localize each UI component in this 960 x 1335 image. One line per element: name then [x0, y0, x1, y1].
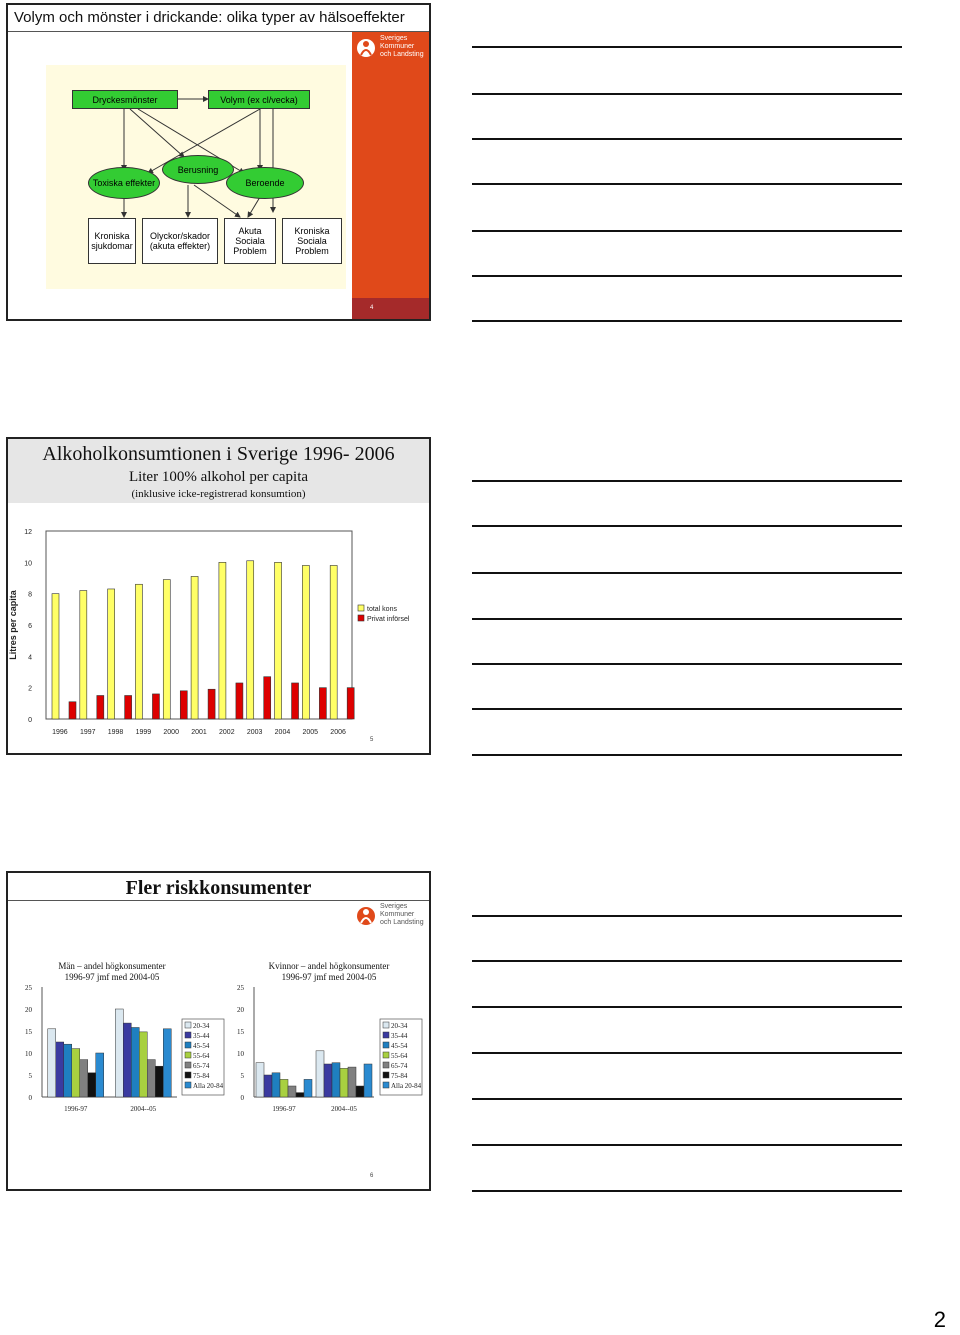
logo-line-3: och Landsting — [380, 51, 424, 58]
bar-total-kons — [219, 562, 226, 719]
legend-swatch — [358, 605, 364, 611]
y-tick-label: 15 — [237, 1028, 244, 1036]
bar-total-kons — [163, 580, 170, 719]
legend-label: 65-74 — [391, 1062, 408, 1070]
bar-privat-inf-rsel — [347, 688, 354, 719]
slide-4 — [6, 3, 431, 321]
slide-subtitle: Liter 100% alkohol per capita — [128, 469, 309, 485]
node-olyckor: Olyckor/skador (akuta effekter) — [142, 218, 218, 264]
legend-swatch — [383, 1022, 389, 1028]
x-tick-label: 2005 — [302, 729, 319, 736]
y-tick-label: 10 — [25, 1050, 32, 1058]
logo-line-3: och Landsting — [380, 919, 424, 926]
x-tick-label: 2004--05 — [130, 1105, 157, 1113]
node-volym: Volym (ex cl/vecka) — [208, 90, 310, 109]
bar-privat-inf-rsel — [292, 683, 299, 719]
y-tick-label: 5 — [28, 1072, 32, 1080]
legend-swatch — [185, 1062, 191, 1068]
slide-6 — [6, 871, 431, 1191]
legend-label: 75-84 — [391, 1072, 408, 1080]
x-tick-label: 1996-97 — [64, 1105, 88, 1113]
legend-swatch — [383, 1072, 389, 1078]
legend-label: 20-34 — [193, 1022, 210, 1030]
bar-65-74 — [147, 1060, 155, 1097]
bar-75-84 — [155, 1066, 163, 1097]
chart-title-line: Män – andel högkonsumenter — [58, 961, 166, 971]
bar-75-84 — [296, 1093, 304, 1097]
node-beroende: Beroende — [226, 167, 304, 199]
skl-logo — [356, 903, 430, 931]
bar-45-54 — [272, 1073, 280, 1097]
bar-35-44 — [123, 1023, 131, 1097]
legend-swatch — [383, 1052, 389, 1058]
bar-total-kons — [108, 589, 115, 719]
bar-55-64 — [72, 1049, 80, 1097]
bar-total-kons — [330, 565, 337, 719]
bar-65-74 — [348, 1067, 356, 1097]
bar-35-44 — [56, 1042, 64, 1097]
legend-swatch — [185, 1082, 191, 1088]
slide-subtitle-2: (inklusive icke-registrerad konsumtion) — [131, 488, 306, 500]
y-tick-label: 20 — [25, 1006, 32, 1014]
bar-20-34 — [256, 1063, 264, 1097]
y-tick-label: 0 — [240, 1094, 244, 1102]
bar-55-64 — [280, 1079, 288, 1097]
bar-alla-20-84 — [163, 1029, 171, 1097]
women-chart — [224, 957, 424, 1157]
x-tick-label: 1997 — [79, 729, 96, 736]
bar-65-74 — [80, 1060, 88, 1097]
y-tick-label: 8 — [28, 591, 32, 599]
bar-45-54 — [131, 1027, 139, 1097]
legend-swatch — [383, 1082, 389, 1088]
y-tick-label: 10 — [24, 560, 32, 568]
legend-label: 20-34 — [391, 1022, 408, 1030]
y-tick-label: 12 — [24, 529, 32, 536]
bar-20-34 — [48, 1029, 56, 1097]
legend-label: 45-54 — [391, 1042, 408, 1050]
x-tick-label: 2001 — [191, 729, 207, 736]
legend-label: 55-64 — [391, 1052, 408, 1060]
bar-55-64 — [139, 1032, 147, 1097]
y-tick-label: 25 — [237, 984, 244, 992]
legend-label: Privat införsel — [367, 616, 410, 623]
bar-privat-inf-rsel — [236, 683, 243, 719]
bar-total-kons — [135, 584, 142, 719]
legend-swatch — [383, 1062, 389, 1068]
bar-45-54 — [332, 1063, 340, 1097]
x-tick-label: 1998 — [107, 729, 124, 736]
node-toxiska: Toxiska effekter — [88, 167, 160, 199]
legend-label: 75-84 — [193, 1072, 210, 1080]
alcohol-chart — [8, 519, 431, 749]
y-tick-label: 5 — [240, 1072, 244, 1080]
title-underline — [8, 900, 429, 901]
bar-alla-20-84 — [364, 1064, 372, 1097]
bar-total-kons — [247, 561, 254, 719]
slide-number: 6 — [370, 1173, 374, 1179]
page-number: 2 — [933, 1307, 946, 1332]
bar-alla-20-84 — [304, 1079, 312, 1097]
bar-privat-inf-rsel — [97, 696, 104, 720]
legend-swatch — [383, 1032, 389, 1038]
y-tick-label: 2 — [28, 685, 32, 693]
legend-swatch — [185, 1042, 191, 1048]
x-tick-label: 2000 — [163, 729, 179, 736]
bar-privat-inf-rsel — [152, 694, 159, 719]
x-tick-label: 1996 — [52, 729, 68, 736]
bar-75-84 — [356, 1086, 364, 1097]
bar-privat-inf-rsel — [125, 696, 132, 720]
bar-alla-20-84 — [96, 1053, 104, 1097]
bar-total-kons — [191, 576, 198, 719]
legend-label: 35-44 — [193, 1032, 210, 1040]
legend-label: Alla 20-84 — [193, 1082, 224, 1090]
legend-label: Alla 20-84 — [391, 1082, 422, 1090]
slide-5 — [6, 437, 431, 755]
bar-total-kons — [52, 594, 59, 719]
bar-45-54 — [64, 1044, 72, 1097]
slide-number: 5 — [370, 737, 374, 743]
x-tick-label: 2004--05 — [331, 1105, 357, 1113]
chart-title-line: Kvinnor – andel högkonsumenter — [268, 961, 390, 971]
logo-line-1: Sveriges — [380, 903, 408, 910]
bar-total-kons — [80, 591, 87, 719]
bar-total-kons — [275, 562, 282, 719]
bar-privat-inf-rsel — [319, 688, 326, 719]
legend-swatch — [185, 1032, 191, 1038]
legend-swatch — [358, 615, 364, 621]
logo-line-2: Kommuner — [380, 911, 415, 918]
legend-swatch — [185, 1022, 191, 1028]
x-tick-label: 2003 — [246, 729, 263, 736]
chart-title-line: 1996-97 jmf med 2004-05 — [281, 972, 377, 982]
men-chart — [12, 957, 227, 1157]
logo-line-1: Sveriges — [380, 35, 408, 42]
slide-title: Alkoholkonsumtionen i Sverige 1996- 2006 — [42, 443, 395, 465]
x-tick-label: 2006 — [330, 729, 346, 736]
legend-label: 45-54 — [193, 1042, 210, 1050]
legend-swatch — [383, 1042, 389, 1048]
y-axis-label: Litres per capita — [8, 590, 18, 660]
chart-title-line: 1996-97 jmf med 2004-05 — [64, 972, 160, 982]
bar-total-kons — [302, 565, 309, 719]
node-akuta: Akuta Sociala Problem — [224, 218, 276, 264]
bar-20-34 — [115, 1009, 123, 1097]
legend-label: 65-74 — [193, 1062, 210, 1070]
x-tick-label: 1996-97 — [272, 1105, 296, 1113]
bar-75-84 — [88, 1073, 96, 1097]
y-tick-label: 4 — [28, 654, 32, 662]
bar-privat-inf-rsel — [264, 677, 271, 719]
legend-swatch — [185, 1072, 191, 1078]
bar-55-64 — [340, 1068, 348, 1097]
y-tick-label: 6 — [28, 623, 32, 630]
y-tick-label: 10 — [237, 1050, 244, 1058]
legend-swatch — [185, 1052, 191, 1058]
slide-title: Fler riskkonsumenter — [125, 877, 312, 899]
bar-privat-inf-rsel — [208, 689, 215, 719]
skl-logo-icon — [356, 905, 376, 927]
x-tick-label: 2002 — [219, 729, 235, 736]
legend-label: 55-64 — [193, 1052, 210, 1060]
node-dryckesmonster: Dryckesmönster — [72, 90, 178, 109]
x-tick-label: 2004 — [274, 729, 291, 736]
legend-label: total kons — [367, 606, 397, 613]
bar-privat-inf-rsel — [69, 702, 76, 719]
bar-35-44 — [324, 1064, 332, 1097]
legend-label: 35-44 — [391, 1032, 408, 1040]
y-tick-label: 0 — [28, 717, 32, 724]
bar-35-44 — [264, 1075, 272, 1097]
y-tick-label: 0 — [28, 1094, 32, 1102]
slide-title: Volym och mönster i drickande: olika typer av hälsoeffekter — [14, 9, 405, 26]
logo-line-2: Kommuner — [380, 43, 415, 50]
bar-65-74 — [288, 1086, 296, 1097]
y-tick-label: 20 — [237, 1006, 244, 1014]
slide-number: 4 — [370, 305, 374, 311]
node-kroniska-sjukdomar: Kroniska sjukdomar — [88, 218, 136, 264]
y-tick-label: 25 — [25, 984, 32, 992]
bar-privat-inf-rsel — [180, 691, 187, 719]
bar-20-34 — [316, 1051, 324, 1097]
y-tick-label: 15 — [25, 1028, 32, 1036]
x-tick-label: 1999 — [135, 729, 152, 736]
node-kroniska-sociala: Kroniska Sociala Problem — [282, 218, 342, 264]
node-berusning: Berusning — [162, 155, 234, 184]
